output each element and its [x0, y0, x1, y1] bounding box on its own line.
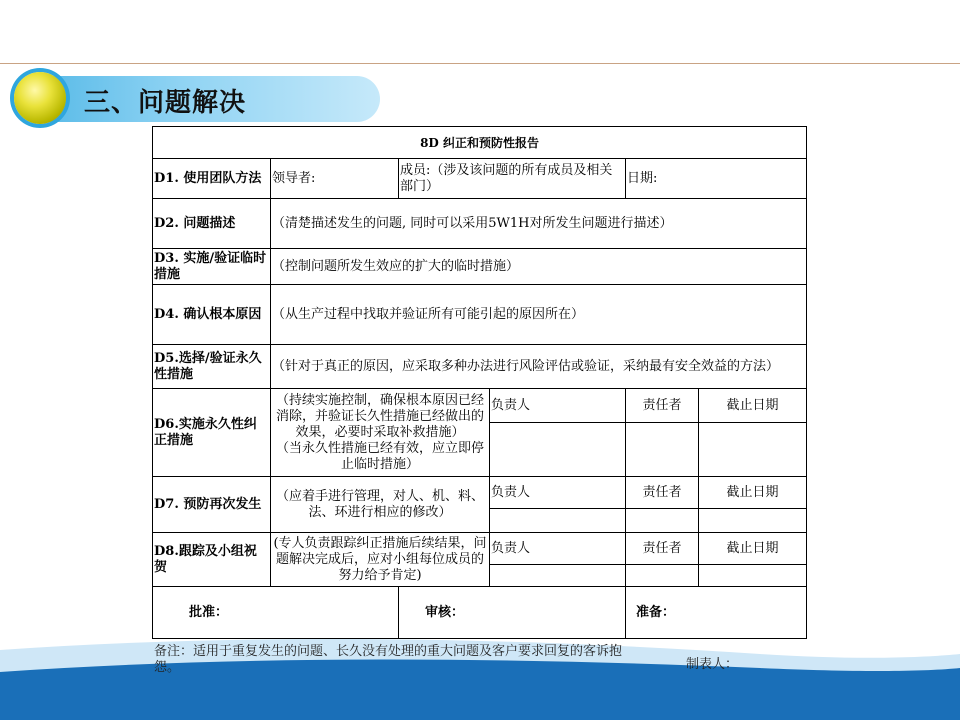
d3-description: （控制问题所发生效应的扩大的临时措施）	[271, 249, 807, 285]
d6-deadline-cell	[699, 423, 807, 477]
d3-label: D3. 实施/验证临时措施	[153, 249, 271, 285]
d8-deadline-header: 截止日期	[699, 533, 807, 565]
d1-members: 成员:（涉及该问题的所有成员及相关部门）	[399, 159, 626, 199]
d1-date: 日期:	[626, 159, 807, 199]
d5-description: （针对于真正的原因，应采取多种办法进行风险评估或验证，采纳最有安全效益的方法）	[271, 345, 807, 389]
d4-label: D4. 确认根本原因	[153, 285, 271, 345]
d6-label: D6.实施永久性纠正措施	[153, 389, 271, 477]
d1-label: D1. 使用团队方法	[153, 159, 271, 199]
d6-owner-header: 负责人	[490, 389, 626, 423]
d8-deadline-cell	[699, 565, 807, 587]
footer-note: 备注：适用于重复发生的问题、长久没有处理的重大问题及客户要求回复的客诉抱怨。	[154, 644, 623, 675]
d4-description: （从生产过程中找取并验证所有可能引起的原因所在）	[271, 285, 807, 345]
prepare-label: 准备：	[626, 587, 807, 639]
d6-description-1: （持续实施控制，确保根本原因已经消除，并验证长久性措施已经做出的效果，必要时采取补救措施）	[275, 392, 484, 440]
d7-deadline-cell	[699, 509, 807, 533]
d7-deadline-header: 截止日期	[699, 477, 807, 509]
title-ball-icon	[14, 72, 66, 124]
d6-description-2: （当永久性措施已经有效，应立即停止临时措施）	[275, 440, 484, 472]
top-divider	[0, 63, 960, 64]
d6-responsible-header: 责任者	[626, 389, 699, 423]
d6-owner-cell	[490, 423, 626, 477]
approve-label: 批准：	[153, 587, 399, 639]
d2-description: （清楚描述发生的问题, 同时可以采用5W1H对所发生问题进行描述）	[271, 199, 807, 249]
d2-label: D2. 问题描述	[153, 199, 271, 249]
8d-report-table	[152, 126, 807, 639]
d7-label: D7. 预防再次发生	[153, 477, 271, 533]
table-maker-label: 制表人：	[686, 657, 739, 672]
d8-label: D8.跟踪及小组祝贺	[153, 533, 271, 587]
d6-deadline-header: 截止日期	[699, 389, 807, 423]
d8-description: (专人负责跟踪纠正措施后续结果，问题解决完成后，应对小组每位成员的努力给予肯定)	[271, 533, 490, 587]
d8-owner-header: 负责人	[490, 533, 626, 565]
d8-owner-cell	[490, 565, 626, 587]
d7-responsible-header: 责任者	[626, 477, 699, 509]
d7-responsible-cell	[626, 509, 699, 533]
d8-responsible-cell	[626, 565, 699, 587]
d7-owner-header: 负责人	[490, 477, 626, 509]
d1-leader: 领导者:	[271, 159, 399, 199]
slide-title: 三、问题解决	[84, 88, 247, 118]
d7-owner-cell	[490, 509, 626, 533]
report-title: 8D 纠正和预防性报告	[153, 127, 807, 159]
d5-label: D5.选择/验证永久性措施	[153, 345, 271, 389]
review-label: 审核：	[399, 587, 626, 639]
d6-description	[271, 389, 490, 477]
d6-responsible-cell	[626, 423, 699, 477]
d8-responsible-header: 责任者	[626, 533, 699, 565]
d7-description: （应着手进行管理，对人、机、料、法、环进行相应的修改）	[271, 477, 490, 533]
